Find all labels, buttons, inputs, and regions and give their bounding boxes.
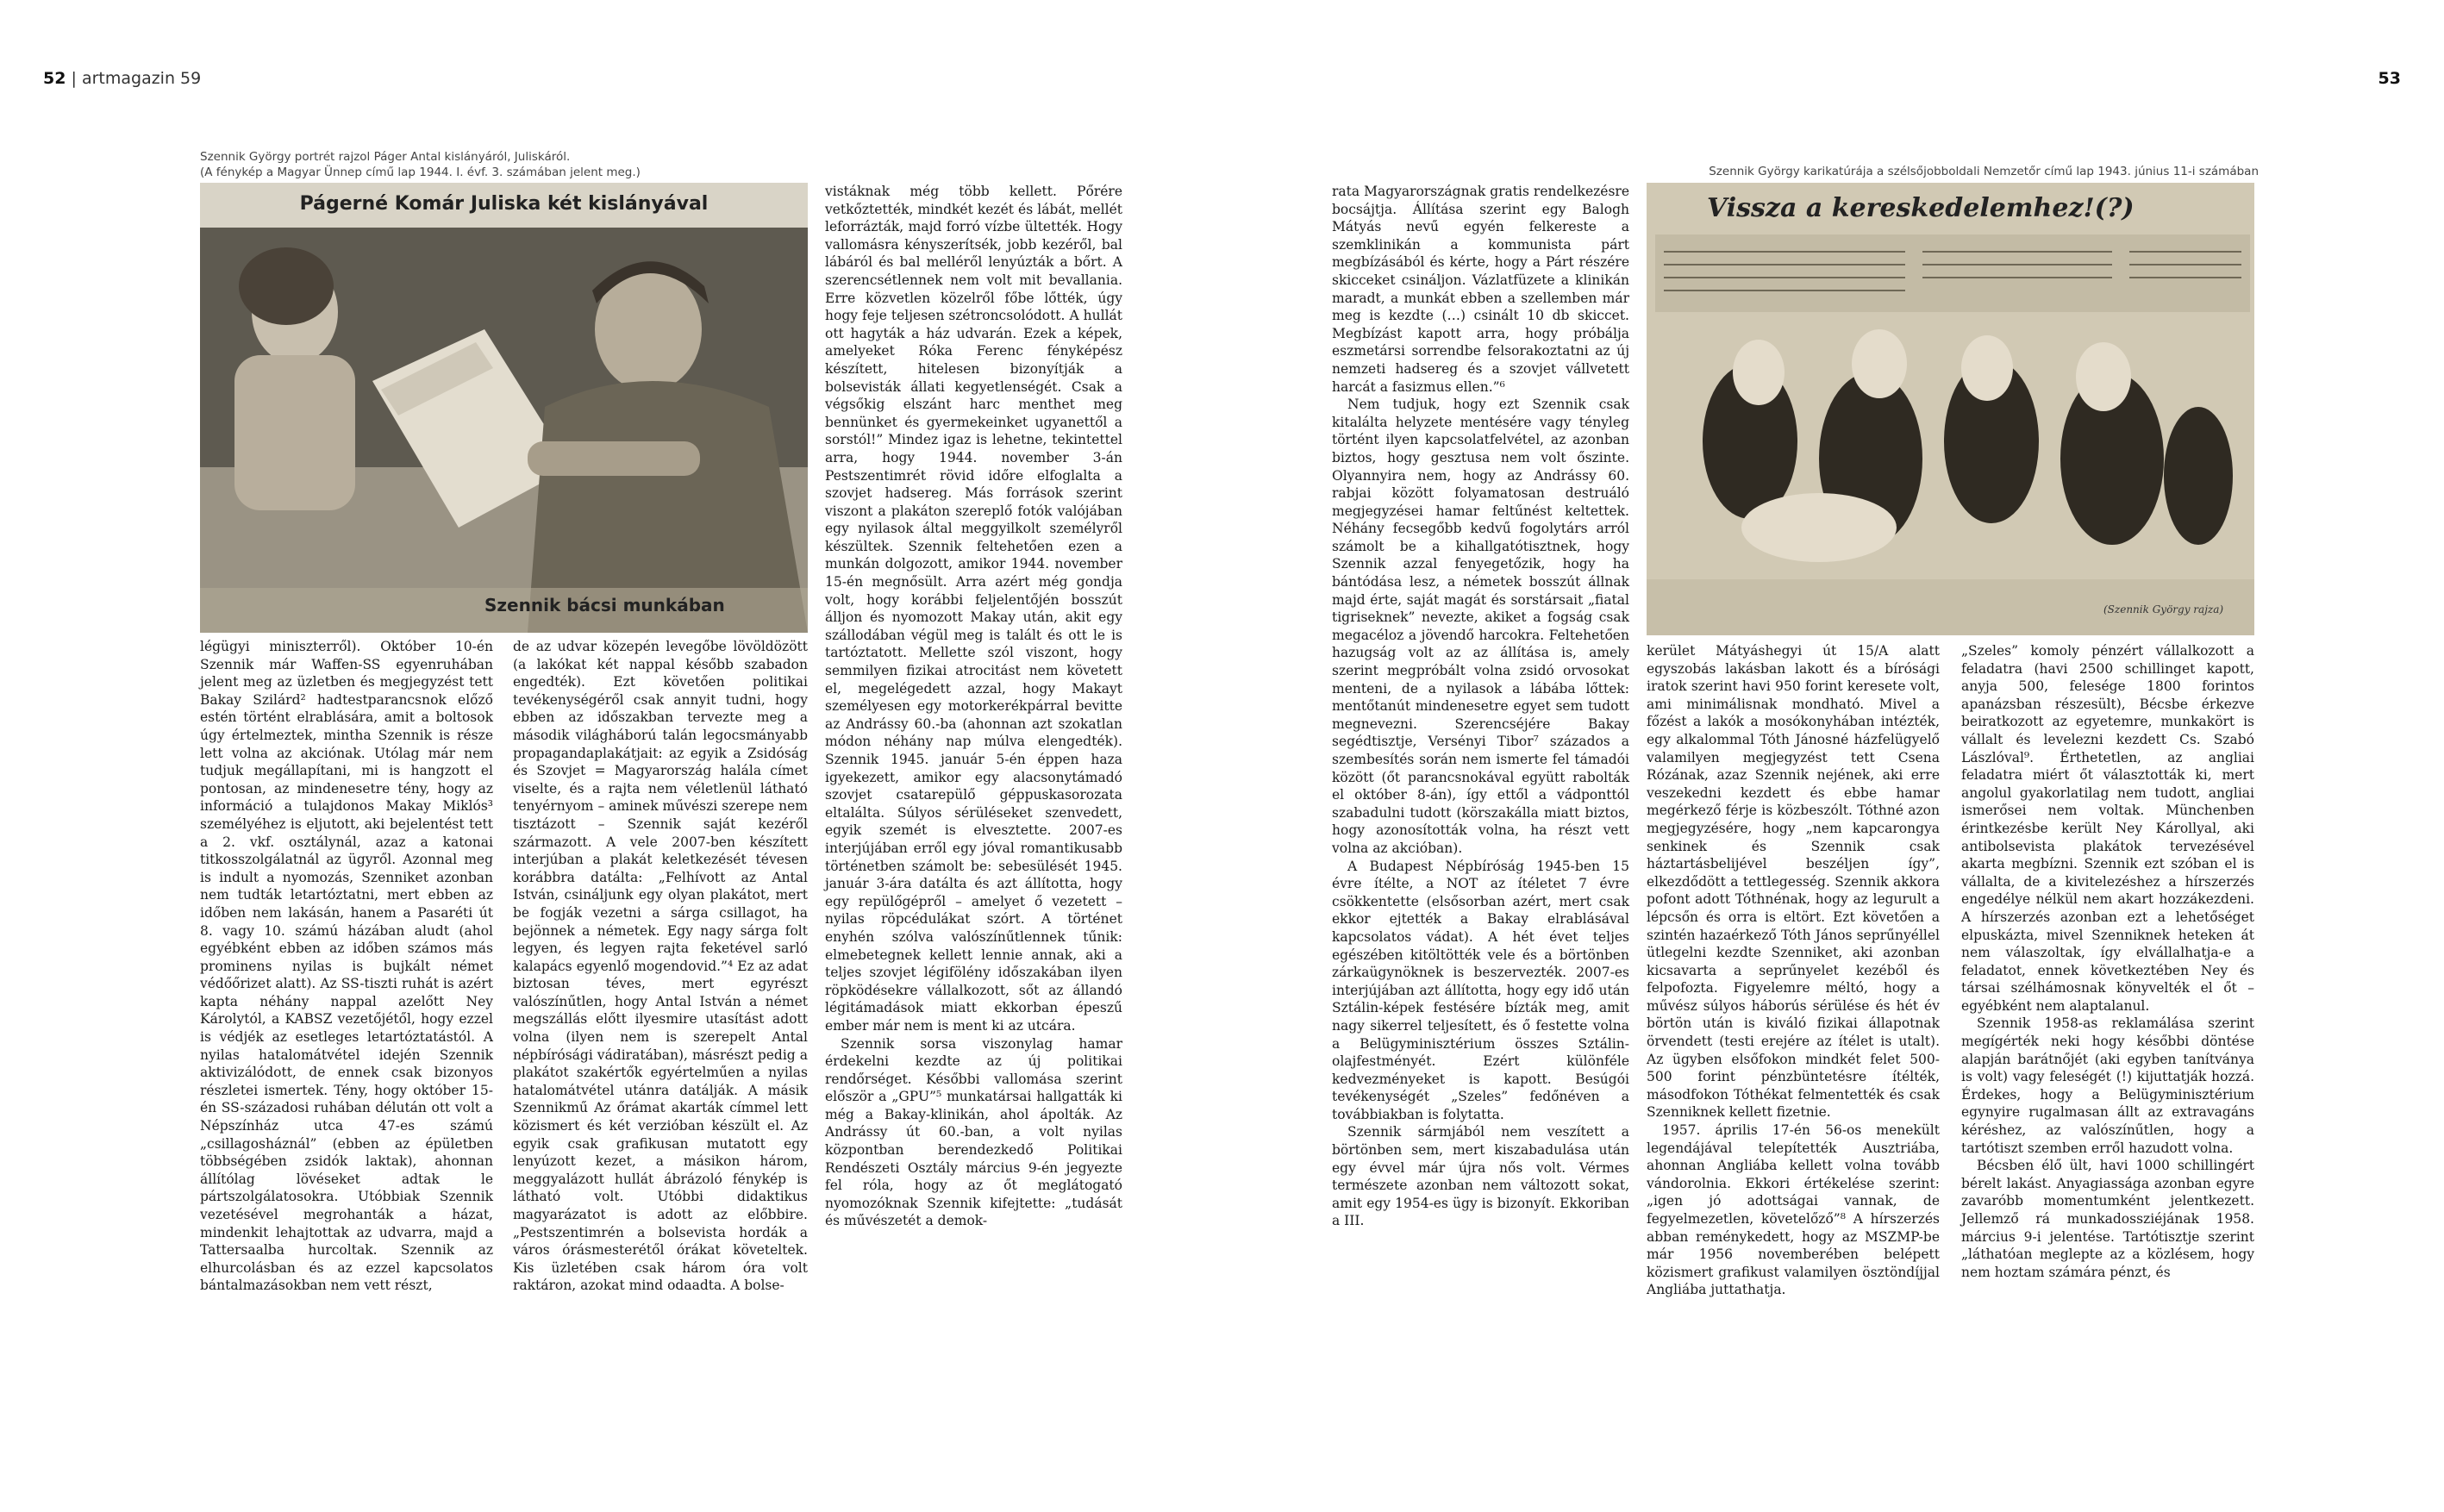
- photo-banner-text: Págerné Komár Juliska két kislányával: [299, 193, 709, 215]
- right-page-header: [2378, 69, 2401, 88]
- left-photo: [200, 183, 808, 633]
- paragraph: légügyi miniszterről). Október 10-én Szennik már Waffen-SS egyenruhában jelent meg az üzletben és megjegyzést tett Bakay Szilárd² hadtestparancsnok előző estén történt elrablására, amit a boltosok úgy értelmeztek, mintha Szennik is része lett volna az akciónak. Utólag már nem tudjuk megállapítani, mi is hangzott el pontosan, az mindenesetre tény, hogy az információ a tulajdonos Makay Miklós³ személyéhez is eljutott, aki bejelentést tett a 2. vkf. osztálynál, azaz a katonai titkosszolgálatnál az ügyről. Azonnal meg is indult a nyomozás, Szenniket azonban nem tudták letartóztatni, mert ebben az időben nem lakásán, hanem a Pasaréti út 8. vagy 10. számú házában aludt (ahol egyébként ebben az időben számos más prominens nyilas is bujkált német védőőrizet alatt). Az SS-tiszti ruhát is azért kapta néhány nappal azelőtt Ney Károlytól, a KABSZ vezetőjétől, hogy ezzel is védjék az esetleges letartóztatástól. A nyilas hatalomátvétel idején Szennik aktivizálódott, de ennek csak bizonyos részletei ismertek. Tény, hogy október 15-én SS-századosi ruhában délután ott volt a Népszínház utca 47-es számú „csillagosháznál” (ebben az épületben többségében zsidók laktak), ahonnan állítólag lövéseket adtak le pártszolgálatosokra. Utóbbiak Szennik vezetésével megrohanták a házat, mindenkit lehajtottak az udvarra, majd a Tattersaalba hurcoltak. Szennik az elhurcolásban és az ezzel kapcsolatos bántalmazásokban nem vett részt,: [200, 639, 493, 1294]
- caricature-illustration: [1647, 183, 2254, 635]
- paragraph: de az udvar közepén levegőbe lövöldözött (a lakókat két nappal később szabadon engedték). Ezt követően politikai tevékenységéről csak annyit tudni, hogy ebben az időszakban tervezte meg a második világháború talán legocsmányabb propagandaplakátjait: az egyik a Zsidóság és Szovjet = Magyarország halála címet viselte, és a rajta nem véletlenül látható tenyérnyom – aminek művészi szerepe nem tisztázott – Szennik saját kezéről származott. A vele 2007-ben készített interjúban a plakát keletkezését tévesen korábbra datálta: „Felhívott az Antal István, csináljunk egy olyan plakátot, mert be fogják vezetni a sárga csillagot, ha bejönnek a németek. Egy nagy sárga folt legyen, és legyen rajta feketével sarló kalapács egyenlő mogendovid.”⁴ Ez az adat biztosan téves, mert egyrészt valószínűtlen, hogy Antal István a német megszállás előtt ilyesmire utasítást adott volna (ilyen nem is szerepelt Antal népbírósági vádiratában), másrészt pedig a plakátot szakértők egyértelműen a nyilas hatalomátvétel utánra datálják. A másik Szennikmű Az őrámat akarták címmel lett közismert és két verzióban készült el. Az egyik csak grafikusan mutatott egy lenyúzott kezet, a másikon három, meggyalázott hullát ábrázoló fénykép is látható volt. Utóbbi didaktikus magyarázatot is adott az előbbire. „Pestszentimrén a bolsevista hordák a város órásmesterétől órákat követeltek. Kis üzletében csak három óra volt raktáron, azokat mind odaadta. A bolse-: [513, 639, 808, 1294]
- paragraph: rata Magyarországnak gratis rendelkezésre bocsájtja. Állítása szerint egy Balogh Mátyás nevű egyén felkereste a szemklinikán a kommunista párt megbízásából és kérte, hogy a Párt részére skicceket csináljon. Vázlatfüzete a klinikán maradt, a munkát ebben a szellemben már meg is kezdte (…) csinált 10 db skiccet. Megbízást kapott arra, hogy próbálja eszmetársi sorrendbe felsorakoztatni az új nemzeti hadsereg és a szovjet vállvetett harcát a fasizmus ellen.”⁶: [1332, 184, 1629, 395]
- text-column-4: [1332, 183, 1629, 1230]
- text-column-3: [825, 183, 1122, 1230]
- magazine-name: artmagazin 59: [81, 69, 202, 88]
- text-column-1: [200, 638, 493, 1295]
- paragraph: Bécsben élő ült, havi 1000 schillingért bérelt lakást. Anyagiassága azonban egyre zavaróbb momentumként jelentkezett. Jellemző rá munkadossziéjának 1958. március 9-i jelentése. Tartótisztje szerint „láthatóan meglepte az a közlésem, hogy nem hoztam számára pénzt, és: [1961, 1158, 2254, 1280]
- text-column-2: [513, 638, 808, 1295]
- paragraph: vistáknak még több kellett. Pőrére vetkőztették, mindkét kezét és lábát, mellét leforrázták, majd forró vízbe ültették. Hogy vallomásra kényszerítsék, jobb kezéről, bal lábáról és bal melléről lenyúzták a bőrt. A szerencsétlennek nem volt mit bevallania. Erre közvetlen közelről főbe lőtték, úgy hogy feje teljesen szétroncsolódott. A hullát ott hagyták a ház udvarán. Ezek a képek, amelyeket Róka Ferenc fényképész készített, hitelesen bizonyítják a bolsevisták állati kegyetlenségét. Csak a végsőkig elszánt harc menthet meg bennünket és gyermekeinket ugyanettől a sorstól!” Mindez igaz is lehetne, tekintettel arra, hogy 1944. november 3-án Pestszentimrét rövid időre elfoglalta a szovjet hadsereg. Más források szerint viszont a plakáton szereplő fotók valójában egy nyilasok által meggyilkolt személyről készültek. Szennik feltehetően ezen a munkán dolgozott, amikor 1944. november 15-én megnősült. Arra azért még gondja volt, hogy korábbi feljelentőjén bosszút álljon és nyomozott Makay után, akit egy szállodában végül meg is talált és ott le is tartóztatott. Mellette szól viszont, hogy semmilyen fizikai atrocitást nem követett el, megelégedett azzal, hogy Makayt személyesen egy motorkerékpárral bevitte az Andrássy 60.-ba (ahonnan azt szokatlan módon néhány nap múlva elengedték). Szennik 1945. január 5-én éppen haza igyekezett, amikor egy alacsonytámadó szovjet csatarepülő géppuskasorozata eltalálta. Súlyos sérüléseket szenvedett, egyik szemét is elvesztette. 2007-es interjújában erről egy jóval romantikusabb történetben számolt be: sebesülését 1945. január 3-ára datálta és azt állította, hogy egy repülőgépről – amelyet ő vezetett – nyilas röpcédulákat szórt. A történet enyhén szólva valószínűtlennek tűnik: elmebetegnek kellett lennie annak, aki a teljes szovjet légifölény időszakában ilyen röpködésekre vállalkozott, sőt az állandó légitámadások miatt ekkorban épeszű ember már nem is ment ki az utcára.: [825, 184, 1122, 1034]
- paragraph: A Budapest Népbíróság 1945-ben 15 évre ítélte, a NOT az ítéletet 7 évre csökkentette (elsősorban azért, mert csak ekkor ejtették a Bakay elrablásával kapcsolatos vádat). A hét évet teljes egészében kitöltötték vele és a börtönben zárkaügynöknek is beszervezték. 2007-es interjújában azt állította, hogy egy idő után Sztálin-képek festésére bízták meg, amit nagy sikerrel teljesített, és ő festette volna a Belügyminisztérium összes Sztálin-olajfestményét. Ezért különféle kedvezményeket is kapott. Besúgói tevékenységét „Szeles” fedőnéven a továbbiakban is folytatta.: [1332, 858, 1629, 1122]
- text-column-5: [1647, 642, 1940, 1299]
- paragraph: Szennik 1958-as reklamálása szerint megígérték neki hogy későbbi döntése alapján barátnőjét (aki egyben tanítványa is volt) vagy feleségét (!) kijuttatják hozzá. Érdekes, hogy a Belügyminisztérium egynyire rugalmasan állt az extravagáns kéréshez, az valószínűtlen, hogy a tartótiszt szemben erről hazudott volna.: [1961, 1015, 2254, 1156]
- paragraph: 1957. április 17-én 56-os menekült legendájával telepítették Ausztriába, ahonnan Angliába kellett volna tovább vándorolnia. Ekkori értékelése szerint: „igen jó adottságai vannak, de fegyelmezetlen, követelőző”⁸ A hírszerzés abban reménykedett, hogy az MSZMP-be már 1956 novemberében belépett közismert grafikust valamilyen ösztöndíjjal Angliába juttathatja.: [1647, 1122, 1940, 1298]
- photo-illustration: [200, 183, 808, 633]
- right-page-number: 53: [2378, 69, 2401, 88]
- caricature-credit: (Szennik György rajza): [2103, 603, 2224, 615]
- paragraph: Szennik sorsa viszonylag hamar érdekelni kezdte az új politikai rendőrséget. Későbbi vallomása szerint először a „GPU”⁵ munkatársai hallgatták ki még a Bakay-klinikán, ahol ápolták. Az Andrássy út 60.-ban, a volt nyilas központban berendezkedő Politikai Rendészeti Osztály március 9-én jegyezte fel róla, hogy az őt meglátogató nyomozóknak Szennik kifejtette: „tudását és művészetét a demok-: [825, 1035, 1122, 1229]
- paragraph: Nem tudjuk, hogy ezt Szennik csak kitalálta helyzete mentésére vagy tényleg történt ilyen kapcsolatfelvétel, az azonban biztos, hogy gesztusa nem volt őszinte. Olyannyira nem, hogy az Andrássy 60. rabjai között folyamatosan destruáló megjegyzései hamar feltűnést keltettek. Néhány fecsegőbb kedvű fogolytárs arról számolt be a kihallgatótisztnek, hogy Szennik azzal fenyegetőzik, hogy ha bántódása lesz, a németek bosszút állnak majd érte, saját magát és sorstársait „fiatal tigriseknek” nevezte, akiket a fogság csak megacéloz a jövendő harcokra. Feltehetően hazugság volt az az állítása is, amely szerint megpróbált volna zsidó orvosokat menteni, de a nyilasok a lábába lőttek: mentőtanút mindenesetre egyet sem tudott megnevezni. Szerencséjére Bakay segédtisztje, Versényi Tibor⁷ százados a szembesítés során nem ismerte fel támadói között (őt parancsnokával együtt rabolták el október 8-án), így ettől a vádponttól szabadulni tudott (körszakálla miatt biztos, hogy azonosították volna, ha részt vett volna az akcióban).: [1332, 397, 1629, 856]
- text-column-6: [1961, 642, 2254, 1281]
- photo-bottom-text: Szennik bácsi munkában: [484, 595, 725, 615]
- left-page-number: 52: [43, 69, 66, 88]
- paragraph: kerület Mátyáshegyi út 15/A alatt egyszobás lakásban lakott és a bírósági iratok szerint havi 950 forint keresete volt, ami minimálisnak mondható. Mivel a főzést a lakók a mosókonyhában intézték, egy alkalommal Tóth Jánosné házfelügyelő valamilyen megjegyzést tett Csena Rózának, azaz Szennik nejének, aki erre veszekedni kezdett és ebbe hamar megérkező férje is közbeszólt. Tóthné azon megjegyzésére, hogy „nem kapcarongya senkinek és Szennik csak háztartásbelijével beszéljen így”, elkezdődött a tettlegesség. Szennik akkora pofont adott Tóthnénak, hogy az legurult a lépcsőn és orra is eltört. Ezt követően a szintén hazaérkező Tóth János seprűnyéllel ütlegelni kezdte Szenniket, aki azonban kicsavarta a seprűnyelet kezéből és felpofozta. Figyelemre méltó, hogy a művész súlyos háborús sérülése és hét év börtön után is kiváló fizikai állapotnak örvendett (testi erejére az ítélet is utalt). Az ügyben elsőfokon mindkét felet 500-500 forint pénzbüntetésre ítélték, másodfokon Tóthékat felmentették és csak Szenniknek kellett fizetnie.: [1647, 643, 1940, 1121]
- left-photo-caption: [200, 149, 648, 180]
- paragraph: Szennik sármjából nem veszített a börtönben sem, mert kiszabadulása után egy évvel már újra nős volt. Vérmes természete azonban nem változott sokat, amit egy 1954-es ügy is bizonyít. Ekkoriban a III.: [1332, 1124, 1629, 1229]
- right-photo-caption: Szennik György karikatúrája a szélsőjobboldali Nemzetőr című lap 1943. június 11-i számában: [1709, 165, 2259, 178]
- caption-line-1: Szennik György portrét rajzol Páger Antal kislányáról, Juliskáról.: [200, 150, 571, 164]
- left-page-header: [43, 69, 201, 88]
- right-photo: [1647, 183, 2254, 635]
- paragraph: „Szeles” komoly pénzért vállalkozott a feladatra (havi 2500 schillinget kapott, anyja 500, felesége 1800 forintos apanázsban részesült), Bécsbe érkezve beiratkozott az egyetemre, munkakört is vállalt és levelezni kezdett Cs. Szabó Lászlóval⁹. Érthetetlen, az angliai feladatra miért őt választották ki, mert angolul gyakorlatilag nem tudott, angliai ismerősei nem voltak. Münchenben érintkezésbe került Ney Károllyal, aki antibolsevista plakátok tervezésével akarta megbízni. Szennik ezt szóban el is vállalta, de a kivitelezéshez a hírszerzés engedélye nélkül nem akart hozzákezdeni. A hírszerzés azonban ezt a lehetőséget elpuskázta, mivel Szenniknek heteken át nem válaszoltak, így elvállalhatja-e a feladatot, ennek következtében Ney és társai szélhámosnak könyvelték el őt – egyébként nem alaptalanul.: [1961, 643, 2254, 1014]
- caricature-headline: Vissza a kereskedelemhez!(?): [1707, 193, 2135, 223]
- header-separator: |: [71, 69, 77, 88]
- caption-line-2: (A fénykép a Magyar Ünnep című lap 1944. I. évf. 3. számában jelent meg.): [200, 166, 641, 179]
